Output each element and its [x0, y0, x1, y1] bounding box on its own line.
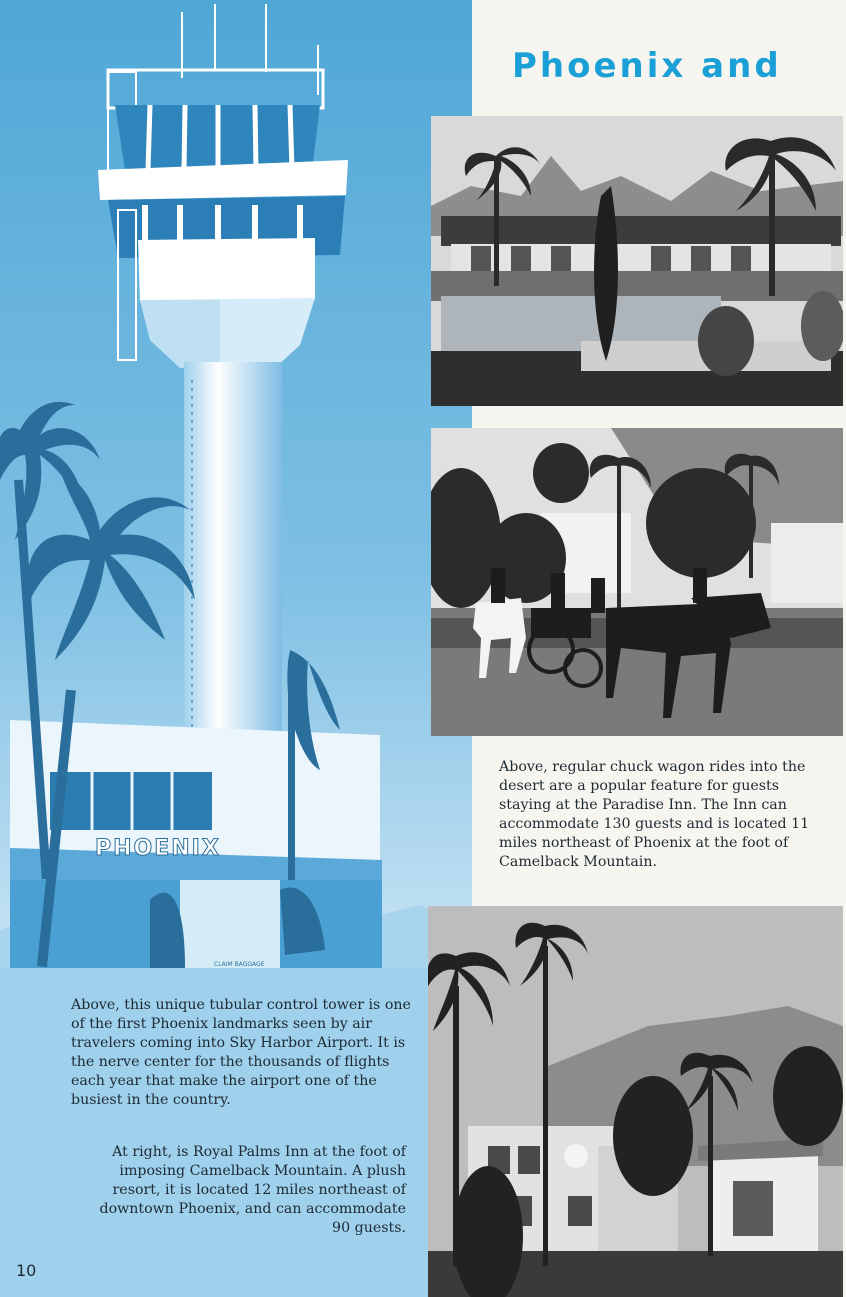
page-number: 10 — [16, 1261, 37, 1280]
tower-building-sign: PHOENIX — [95, 836, 221, 861]
control-tower-caption-text: Above, this unique tubular control tower is one of the first Phoenix landmarks seen by air travelers coming into Sky Harbor Airport. It is the nerve center for the thousands of flights each year that make the airport one of the busiest in the country. — [71, 997, 411, 1108]
royal-palms-caption — [92, 1143, 406, 1238]
baggage-sign: CLAIM BAGGAGE — [214, 961, 265, 968]
paradise-inn-photo — [428, 906, 843, 1297]
royal-palms-caption-text: At right, is Royal Palms Inn at the foot of imposing Camelback Mountain. A plush resort, it is located 12 miles northeast of downtown Phoenix, and can accommodate 90 guests. — [99, 1144, 406, 1236]
chuck-wagon-caption-text: Above, regular chuck wagon rides into the desert are a popular feature for guests staying at the Paradise Inn. The Inn can accommodate 130 guests and is located 11 miles northeast of Phoenix at the foot of Camelback Mountain. — [499, 759, 810, 870]
chuck-wagon-photo — [431, 428, 843, 736]
chuck-wagon-caption — [499, 758, 819, 872]
page-title: Phoenix and — [512, 46, 782, 86]
royal-palms-inn-photo — [431, 116, 843, 406]
control-tower-photo — [0, 0, 472, 968]
control-tower-caption — [71, 996, 411, 1110]
